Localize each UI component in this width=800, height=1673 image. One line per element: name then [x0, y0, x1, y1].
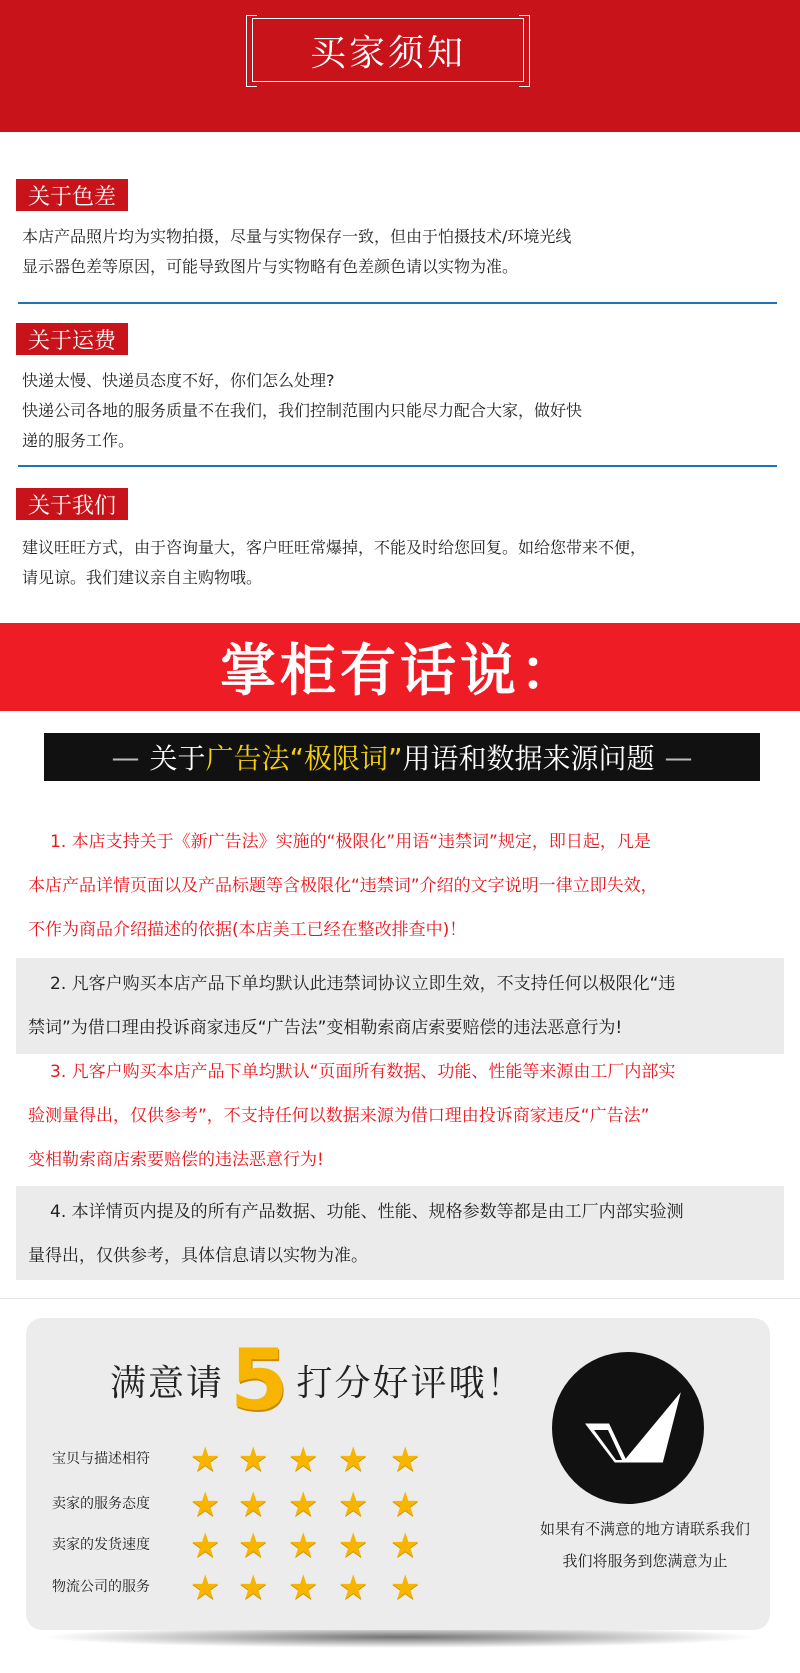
- rule-item-1: [16, 820, 784, 952]
- text-line: 本店产品照片均为实物拍摄，尽量与实物保存一致，但由于怕摄技术/环境光线: [22, 227, 572, 246]
- rule-line: 不作为商品介绍描述的依据(本店美工已经在整改排查中)！: [28, 920, 467, 940]
- text-line: 快递公司各地的服务质量不在我们，我们控制范围内只能尽力配合大家，做好快: [22, 401, 583, 420]
- rating-title-pre: 满意请: [110, 1362, 225, 1404]
- dash-right: —: [664, 740, 693, 774]
- rule-line: 本店产品详情页面以及产品标题等含极限化“违禁词”介绍的文字说明一律立即失效，: [28, 876, 658, 896]
- section-divider: [18, 302, 777, 304]
- rule-item-2: [16, 958, 784, 1054]
- rating-label-description: 宝贝与描述相符: [52, 1451, 150, 1467]
- star-icon: ★: [190, 1440, 221, 1480]
- contact-line-2: 我们将服务到您满意为止: [562, 1552, 728, 1570]
- star-icon: ★: [288, 1526, 319, 1566]
- check-logo: [552, 1352, 704, 1504]
- header-title-frame: [252, 18, 524, 82]
- rating-label-logistics: 物流公司的服务: [52, 1579, 150, 1595]
- star-icon: ★: [190, 1568, 221, 1608]
- star-icon: ★: [238, 1485, 269, 1525]
- rule-line: 变相勒索商店索要赔偿的违法恶意行为!: [28, 1150, 324, 1170]
- rating-label-service: 卖家的服务态度: [52, 1496, 150, 1512]
- rule-line: 禁词”为借口理由投诉商家违反“广告法”变相勒索商店索要赔偿的违法恶意行为!: [28, 1018, 623, 1038]
- star-icon: ★: [288, 1485, 319, 1525]
- star-icon: ★: [338, 1485, 369, 1525]
- rule-line: 1. 本店支持关于《新广告法》实施的“极限化”用语“违禁词”规定，即日起，凡是: [50, 832, 651, 852]
- star-icon: ★: [288, 1440, 319, 1480]
- star-icon: ★: [288, 1568, 319, 1608]
- dash-left: —: [111, 740, 140, 774]
- rating-label-shipping: 卖家的发货速度: [52, 1537, 150, 1553]
- section-tag-about-us: 关于我们: [16, 488, 128, 520]
- rule-line: 4. 本详情页内提及的所有产品数据、功能、性能、规格参数等都是由工厂内部实验测: [50, 1202, 684, 1222]
- star-icon: ★: [390, 1440, 421, 1480]
- shopkeeper-banner: 掌柜有话说：: [0, 623, 800, 711]
- star-icon: ★: [390, 1485, 421, 1525]
- star-icon: ★: [338, 1440, 369, 1480]
- ad-law-subtitle-bar: [44, 733, 760, 781]
- page-title: 买家须知: [309, 32, 466, 74]
- rule-item-4: [16, 1186, 784, 1280]
- section-divider: [18, 465, 777, 467]
- star-icon: ★: [338, 1568, 369, 1608]
- rating-number: 5: [230, 1331, 291, 1429]
- text-line: 递的服务工作。: [22, 431, 135, 450]
- rule-line: 3. 凡客户购买本店产品下单均默认“页面所有数据、功能、性能等来源由工厂内部实: [50, 1062, 676, 1082]
- star-icon: ★: [390, 1526, 421, 1566]
- subtitle-pre: 关于: [149, 742, 206, 775]
- contact-line-1: 如果有不满意的地方请联系我们: [539, 1520, 750, 1538]
- star-icon: ★: [190, 1526, 221, 1566]
- rule-item-3: [16, 1050, 784, 1182]
- star-icon: ★: [338, 1526, 369, 1566]
- section-tag-shipping: 关于运费: [16, 323, 128, 355]
- star-icon: ★: [190, 1485, 221, 1525]
- star-icon: ★: [390, 1568, 421, 1608]
- rule-line: 验测量得出，仅供参考”，不支持任何以数据来源为借口理由投诉商家违反“广告法”: [28, 1106, 650, 1126]
- rating-title: [110, 1331, 525, 1429]
- rule-line: 量得出，仅供参考，具体信息请以实物为准。: [28, 1246, 368, 1266]
- text-line: 请见谅。我们建议亲自主购物哦。: [22, 568, 263, 587]
- section-about-us-text: [22, 533, 762, 593]
- star-icon: ★: [238, 1440, 269, 1480]
- header-banner: [0, 0, 800, 132]
- star-icon: ★: [238, 1526, 269, 1566]
- text-line: 显示器色差等原因，可能导致图片与实物略有色差颜色请以实物为准。: [22, 257, 519, 276]
- section-color-difference-text: [22, 222, 762, 282]
- subtitle-highlight: 广告法“极限词”: [205, 742, 403, 775]
- section-tag-color-difference: 关于色差: [16, 179, 128, 211]
- checkmark-icon: [552, 1352, 704, 1504]
- rating-title-post: 打分好评哦！: [296, 1362, 525, 1404]
- rule-line: 2. 凡客户购买本店产品下单均默认此违禁词协议立即生效，不支持任何以极限化“违: [50, 974, 676, 994]
- text-line: 建议旺旺方式，由于咨询量大，客户旺旺常爆掉，不能及时给您回复。如给您带来不便，: [22, 538, 647, 557]
- subtitle-post: 用语和数据来源问题: [402, 742, 655, 775]
- star-icon: ★: [238, 1568, 269, 1608]
- text-line: 快递太慢、快递员态度不好，你们怎么处理?: [22, 371, 335, 390]
- section-shipping-text: [22, 366, 762, 456]
